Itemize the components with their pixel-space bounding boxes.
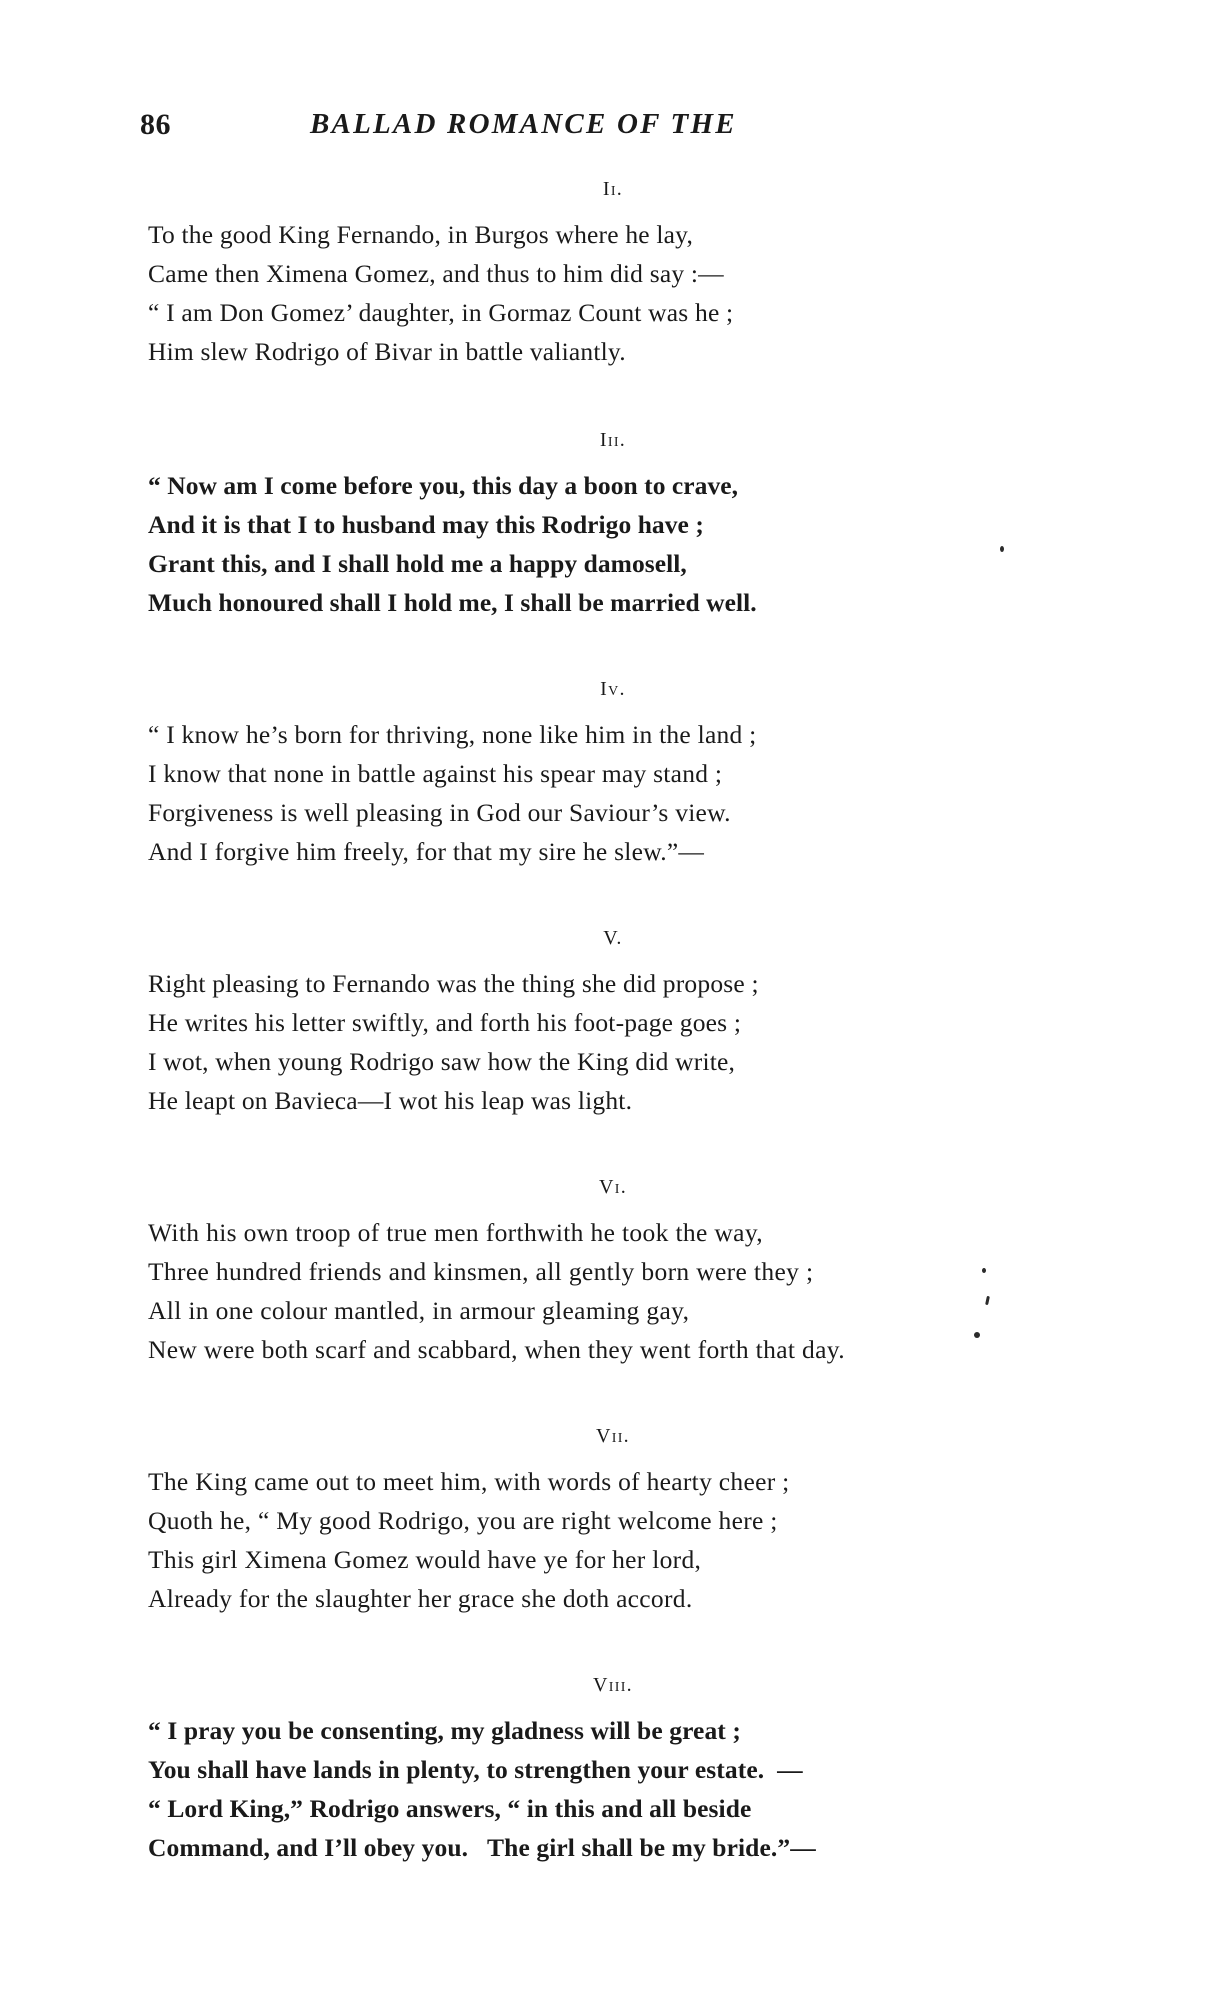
poem-line: And it is that I to husband may this Rodrigo have ; — [148, 510, 704, 539]
stanza — [148, 429, 1078, 622]
poem-line: I wot, when young Rodrigo saw how the King did write, — [148, 1047, 736, 1076]
poem-line: Three hundred friends and kinsmen, all gently born were they ; — [148, 1257, 814, 1286]
stanza-number: Vii. — [596, 1425, 630, 1447]
poem-line: “ Lord King,” Rodrigo answers, “ in this and all beside — [148, 1794, 752, 1823]
poem-line: Right pleasing to Fernando was the thing she did propose ; — [148, 969, 759, 998]
poem-line: This girl Ximena Gomez would have ye for her lord, — [148, 1545, 702, 1574]
poem-line: Command, and I’ll obey you. The girl shall be my bride.”— — [148, 1833, 816, 1862]
scan-speck — [1000, 546, 1004, 552]
poem-line: Came then Ximena Gomez, and thus to him did say :— — [148, 259, 724, 288]
poem-line: I know that none in battle against his spear may stand ; — [148, 759, 723, 788]
poem-line: Grant this, and I shall hold me a happy damosell, — [148, 549, 687, 578]
page-number: 86 — [140, 108, 171, 141]
stanza — [148, 1674, 1078, 1867]
poem-line: Much honoured shall I hold me, I shall be married well. — [148, 588, 757, 617]
stanza-number: Iii. — [599, 429, 627, 451]
poem-line: All in one colour mantled, in armour gleaming gay, — [148, 1296, 690, 1325]
stanza-number: Ii. — [602, 178, 624, 200]
poem-line: “ I know he’s born for thriving, none like him in the land ; — [148, 720, 757, 749]
poem-body — [148, 178, 1078, 1911]
stanza — [148, 927, 1078, 1120]
poem-line: The King came out to meet him, with words of hearty cheer ; — [148, 1467, 790, 1496]
stanza — [148, 678, 1078, 871]
stanza-number: Vi. — [598, 1176, 627, 1198]
poem-line: And I forgive him freely, for that my sire he slew.”— — [148, 837, 705, 866]
stanza — [148, 178, 1078, 371]
stanza — [148, 1176, 1078, 1369]
poem-line: Quoth he, “ My good Rodrigo, you are right welcome here ; — [148, 1506, 778, 1535]
poem-line: “ I am Don Gomez’ daughter, in Gormaz Count was he ; — [148, 298, 734, 327]
running-title: BALLAD ROMANCE OF THE — [310, 108, 737, 140]
poem-line: He leapt on Bavieca—I wot his leap was light. — [148, 1086, 633, 1115]
stanza-number: Iv. — [600, 678, 626, 700]
page-header — [140, 108, 1066, 148]
poem-line: With his own troop of true men forthwith he took the way, — [148, 1218, 763, 1247]
poem-line: You shall have lands in plenty, to strengthen your estate. — — [148, 1755, 803, 1784]
poem-line: “ I pray you be consenting, my gladness will be great ; — [148, 1716, 741, 1745]
scan-speck — [974, 1332, 980, 1338]
poem-line: He writes his letter swiftly, and forth his foot-page goes ; — [148, 1008, 742, 1037]
stanza — [148, 1425, 1078, 1618]
scan-speck — [982, 1268, 986, 1273]
poem-line: Forgiveness is well pleasing in God our Saviour’s view. — [148, 798, 731, 827]
stanza-number: V. — [603, 927, 623, 949]
poem-line: “ Now am I come before you, this day a boon to crave, — [148, 471, 739, 500]
poem-line: To the good King Fernando, in Burgos where he lay, — [148, 220, 694, 249]
poem-line: Him slew Rodrigo of Bivar in battle valiantly. — [148, 337, 626, 366]
stanza-number: Viii. — [593, 1674, 633, 1696]
poem-line: New were both scarf and scabbard, when they went forth that day. — [148, 1335, 845, 1364]
poem-line: Already for the slaughter her grace she doth accord. — [148, 1584, 693, 1613]
